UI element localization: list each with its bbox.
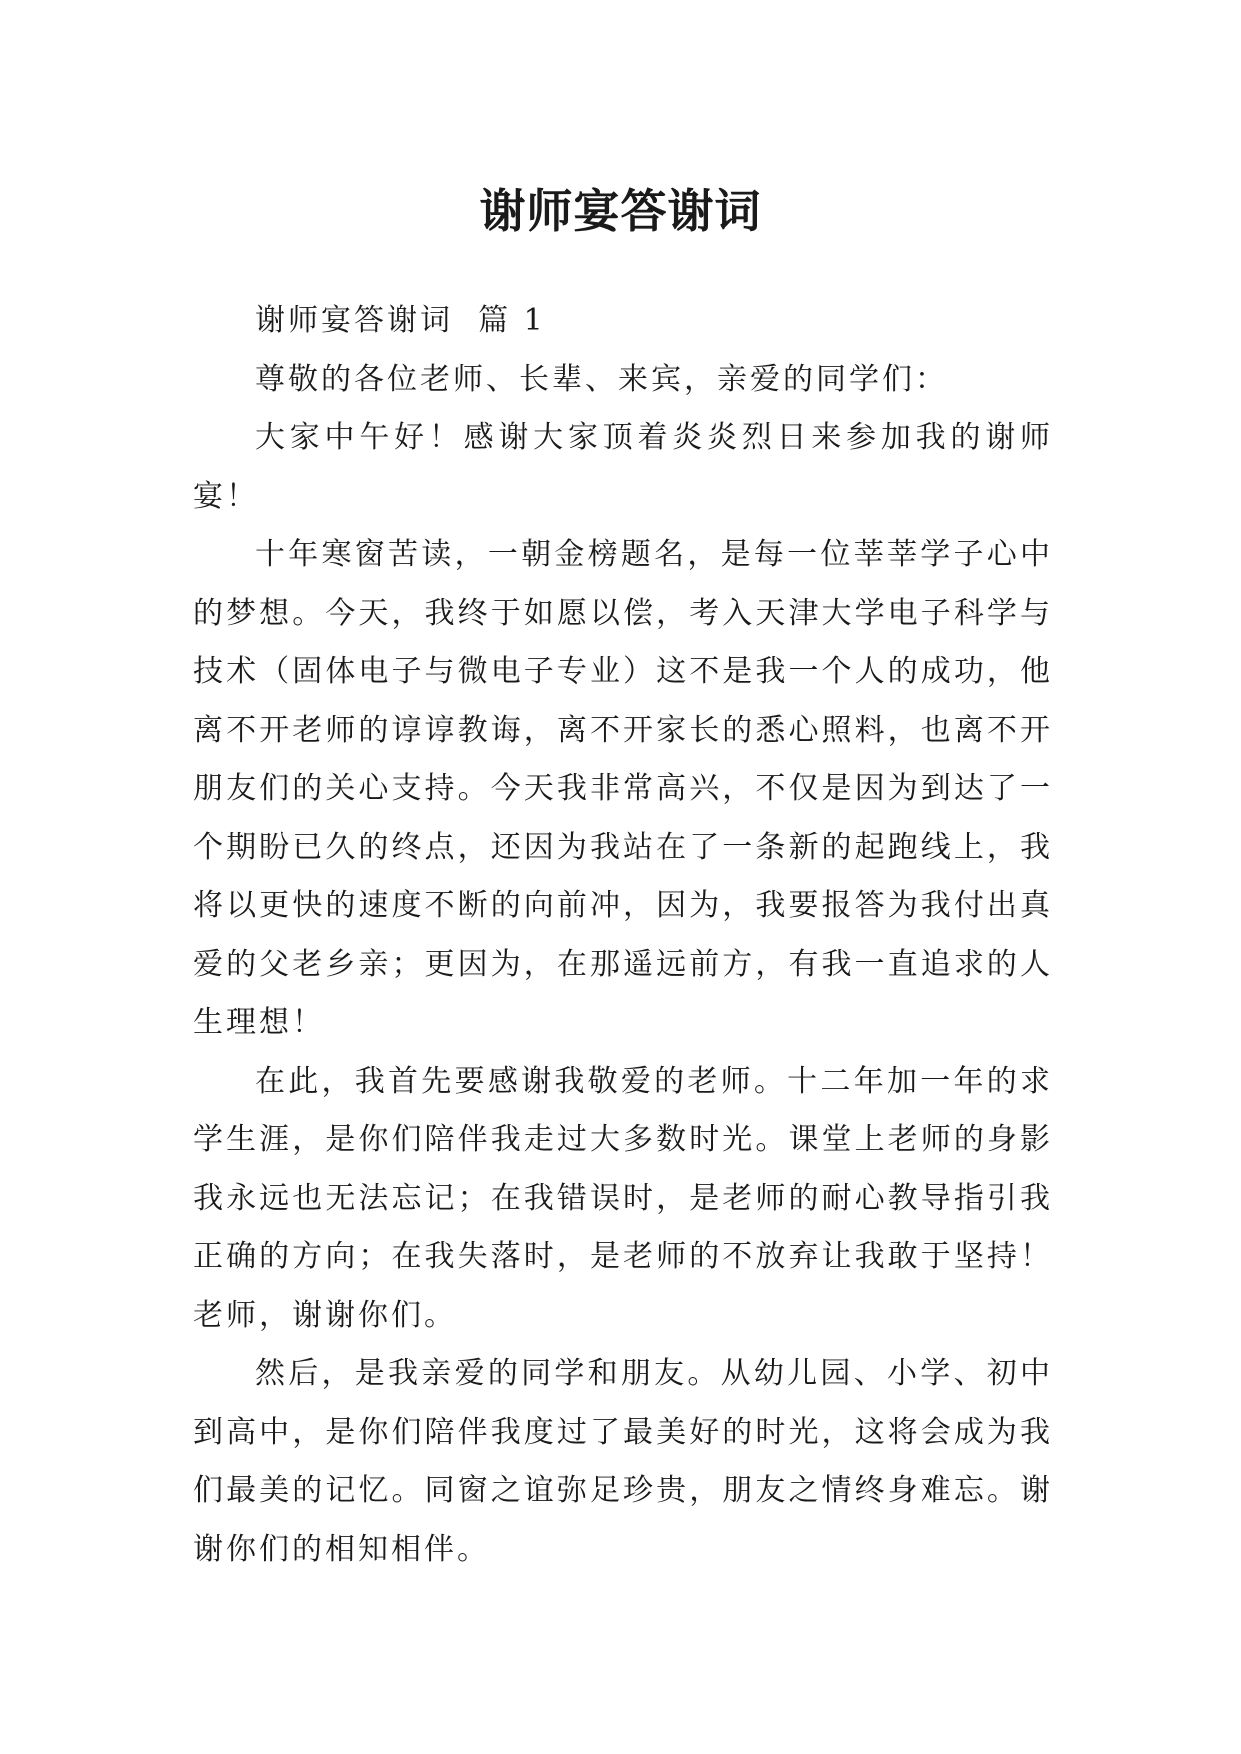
- document-title: 谢师宴答谢词: [479, 183, 762, 238]
- greeting-paragraph: 大家中午好！感谢大家顶着炎炎烈日来参加我的谢师宴！: [193, 420, 1053, 514]
- document-body: [193, 292, 1053, 1579]
- body-paragraph: 然后，是我亲爱的同学和朋友。从幼儿园、小学、初中到高中，是你们陪伴我度过了最美好的时光，这将会成为我们最美的记忆。同窗之谊弥足珍贵，朋友之情终身难忘。谢谢你们的相知相伴。: [193, 1356, 1053, 1567]
- section-heading: 谢师宴答谢词 篇 1: [255, 303, 546, 338]
- body-paragraph: 在此，我首先要感谢我敬爱的老师。十二年加一年的求学生涯，是你们陪伴我走过大多数时光。课堂上老师的身影我永远也无法忘记；在我错误时，是老师的耐心教导指引我正确的方向；在我失落时，是老师的不放弃让我敢于坚持！老师，谢谢你们。: [193, 1063, 1053, 1333]
- body-paragraph: 十年寒窗苦读，一朝金榜题名，是每一位莘莘学子心中的梦想。今天，我终于如愿以偿，考入天津大学电子科学与技术（固体电子与微电子专业）这不是我一个人的成功，他离不开老师的谆谆教诲，离不开家长的悉心照料，也离不开朋友们的关心支持。今天我非常高兴，不仅是因为到达了一个期盼已久的终点，还因为我站在了一条新的起跑线上，我将以更快的速度不断的向前冲，因为，我要报答为我付出真爱的父老乡亲；更因为，在那遥远前方，有我一直追求的人生理想！: [193, 537, 1053, 1040]
- salutation-paragraph: 尊敬的各位老师、长辈、来宾，亲爱的同学们：: [255, 361, 948, 397]
